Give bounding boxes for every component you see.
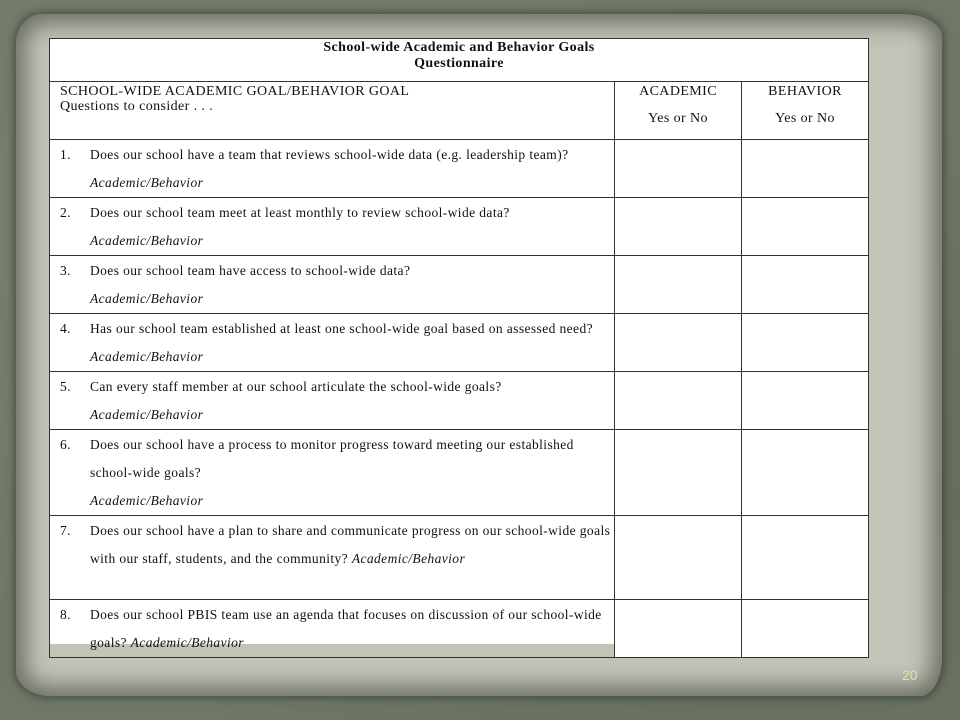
question-text: Does our school team meet at least monthly to review school-wide data? xyxy=(90,205,510,220)
question-number: 6. xyxy=(60,437,71,452)
academic-answer-cell[interactable] xyxy=(615,372,742,430)
question-row xyxy=(50,256,869,314)
question-cell xyxy=(50,430,615,516)
question-cell xyxy=(50,372,615,430)
question-text: Does our school team have access to school-wide data? xyxy=(90,263,411,278)
questionnaire-table xyxy=(49,38,869,658)
question-cell xyxy=(50,140,615,198)
question-number: 8. xyxy=(60,607,71,622)
question-text: Does our school PBIS team use an agenda that focuses on discussion of our school-wide goals? xyxy=(90,607,602,650)
behavior-answer-cell[interactable] xyxy=(742,314,869,372)
question-domain: Academic/Behavior xyxy=(351,551,466,566)
question-domain: Academic/Behavior xyxy=(130,635,244,650)
question-cell xyxy=(50,600,615,658)
question-number: 4. xyxy=(60,321,71,336)
header-goal-label: SCHOOL-WIDE ACADEMIC GOAL/BEHAVIOR GOAL xyxy=(60,84,410,99)
question-cell xyxy=(50,198,615,256)
question-domain: Academic/Behavior xyxy=(90,291,204,306)
question-domain: Academic/Behavior xyxy=(90,175,204,190)
question-number: 2. xyxy=(60,205,71,220)
behavior-answer-cell[interactable] xyxy=(742,256,869,314)
behavior-answer-cell[interactable] xyxy=(742,430,869,516)
question-domain: Academic/Behavior xyxy=(90,233,204,248)
academic-answer-cell[interactable] xyxy=(615,256,742,314)
header-behavior-column xyxy=(742,82,869,140)
question-domain: Academic/Behavior xyxy=(90,493,204,508)
header-academic-yesno: Yes or No xyxy=(648,111,708,126)
header-questions-label: Questions to consider . . . xyxy=(60,99,214,114)
question-row xyxy=(50,372,869,430)
header-academic-label: ACADEMIC xyxy=(639,84,717,99)
academic-answer-cell[interactable] xyxy=(615,430,742,516)
question-text: Does our school have a plan to share and communicate progress on our school-wide goals with our staff, students, and the community? xyxy=(90,523,611,566)
question-row xyxy=(50,314,869,372)
question-row xyxy=(50,198,869,256)
question-row xyxy=(50,516,869,600)
question-text: Can every staff member at our school articulate the school-wide goals? xyxy=(90,379,502,394)
question-number: 7. xyxy=(60,523,71,538)
title-line-2: Questionnaire xyxy=(414,56,504,71)
header-behavior-label: BEHAVIOR xyxy=(768,84,842,99)
academic-answer-cell[interactable] xyxy=(615,140,742,198)
header-behavior-yesno: Yes or No xyxy=(775,111,835,126)
question-cell xyxy=(50,256,615,314)
header-academic-column xyxy=(615,82,742,140)
question-cell xyxy=(50,314,615,372)
header-question-column xyxy=(50,82,615,140)
question-domain: Academic/Behavior xyxy=(90,349,204,364)
behavior-answer-cell[interactable] xyxy=(742,140,869,198)
academic-answer-cell[interactable] xyxy=(615,198,742,256)
question-text: Does our school have a process to monitor progress toward meeting our established school-wide goals? xyxy=(90,437,574,480)
page-number: 20 xyxy=(902,667,918,683)
question-text: Has our school team established at least one school-wide goal based on assessed need? xyxy=(90,321,593,336)
academic-answer-cell[interactable] xyxy=(615,516,742,600)
behavior-answer-cell[interactable] xyxy=(742,600,869,658)
academic-answer-cell[interactable] xyxy=(615,314,742,372)
question-number: 1. xyxy=(60,147,71,162)
question-domain: Academic/Behavior xyxy=(90,407,204,422)
question-number: 5. xyxy=(60,379,71,394)
question-row xyxy=(50,140,869,198)
behavior-answer-cell[interactable] xyxy=(742,372,869,430)
behavior-answer-cell[interactable] xyxy=(742,198,869,256)
question-number: 3. xyxy=(60,263,71,278)
question-text: Does our school have a team that reviews school-wide data (e.g. leadership team)? xyxy=(90,147,569,162)
question-row xyxy=(50,600,869,658)
table-title xyxy=(50,39,869,82)
academic-answer-cell[interactable] xyxy=(615,600,742,658)
title-line-1: School-wide Academic and Behavior Goals xyxy=(323,40,595,55)
question-row xyxy=(50,430,869,516)
question-cell xyxy=(50,516,615,600)
behavior-answer-cell[interactable] xyxy=(742,516,869,600)
